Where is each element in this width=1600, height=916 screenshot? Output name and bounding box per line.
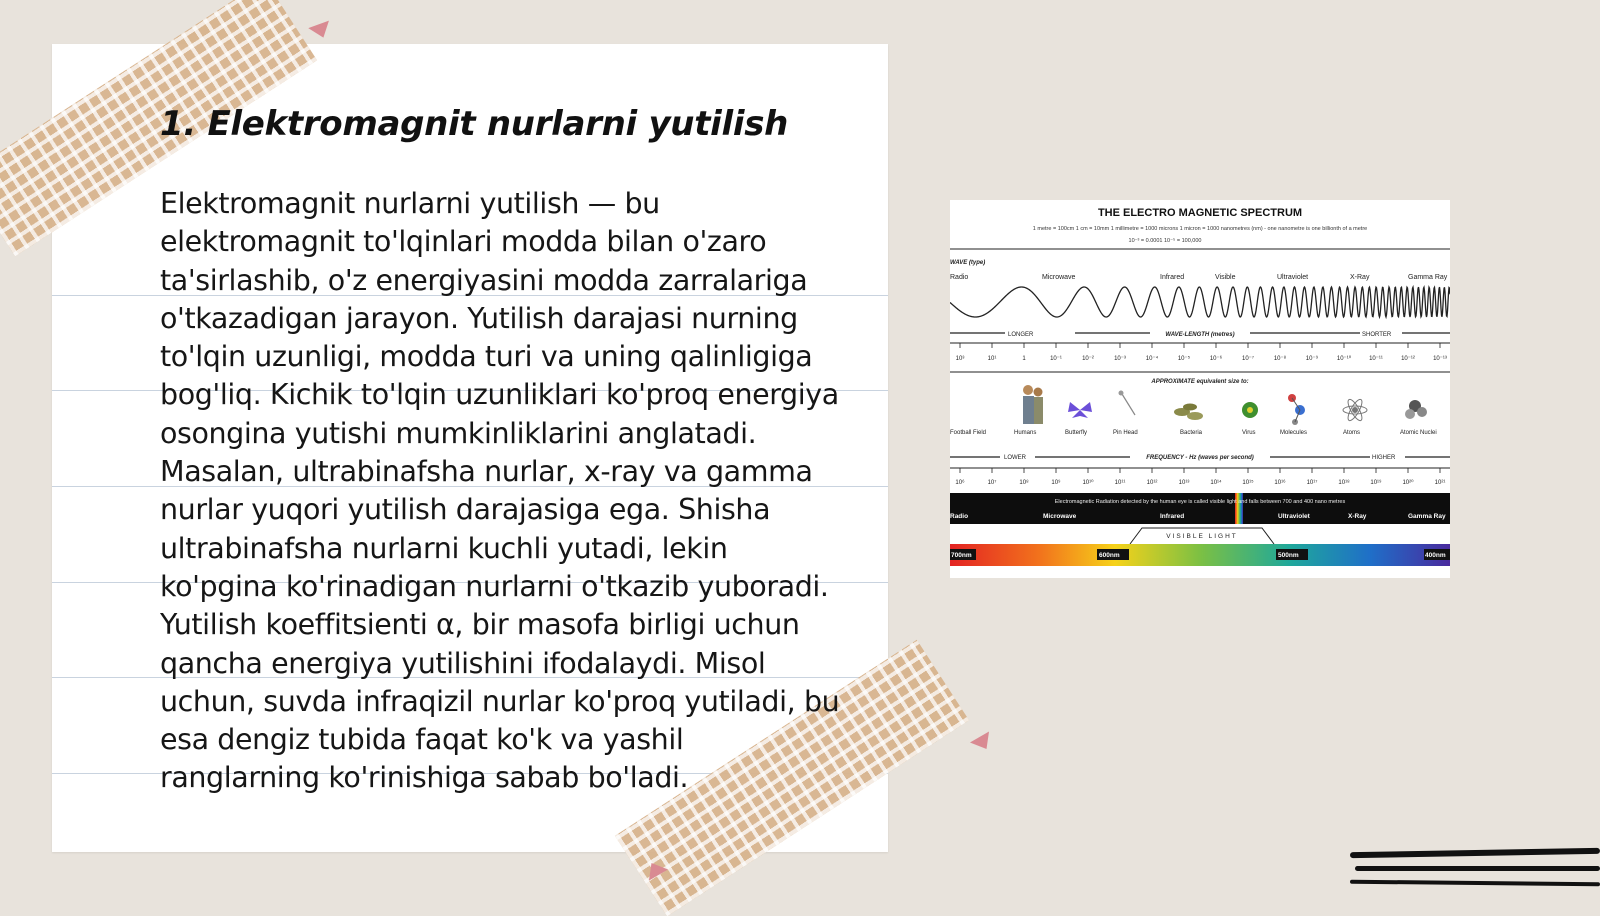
size-virus: Virus xyxy=(1242,430,1256,436)
wavelength-label: WAVE-LENGTH (metres) xyxy=(1165,332,1235,338)
nm-400: 400nm xyxy=(1425,552,1446,559)
wavelength-tick-label: 10¹ xyxy=(987,356,997,362)
size-humans: Humans xyxy=(1014,430,1037,436)
size-football-field: Football Field xyxy=(950,430,987,436)
wavelength-tick-label: 10⁻¹¹ xyxy=(1369,356,1383,362)
wavelength-tick-label: 10³ xyxy=(955,356,965,362)
freq-higher: HIGHER xyxy=(1372,455,1396,461)
size-pin-head: Pin Head xyxy=(1113,430,1138,436)
visible-light-label: VISIBLE LIGHT xyxy=(1166,533,1238,540)
size-butterfly: Butterfly xyxy=(1065,430,1088,436)
brush-stroke xyxy=(1355,866,1600,871)
brush-stroke xyxy=(1350,880,1600,887)
wavelength-tick-label: 10⁻¹² xyxy=(1401,356,1415,362)
wavelength-shorter: SHORTER xyxy=(1362,332,1392,338)
frequency-tick-label: 10¹⁸ xyxy=(1338,480,1350,486)
wavelength-tick-label: 10⁻⁶ xyxy=(1209,356,1223,362)
slide-body-text: Elektromagnit nurlarni yutilish — bu elektromagnit to'lqinlari modda bilan o'zaro ta'sirlashib, o'z energiyasini modda zarralariga o'tkazadigan jarayon. Yutilish darajasi nurning to'lqin uzunligi, modda turi va uning qalinligiga bog'liq. Kichik to'lqin uzunliklari ko'proq energiya osongina yutishi mumkinliklarini anglatadi. Masalan, ultrabinafsha nurlar, x-ray va gamma nurlar yuqori yutilish darajasiga ega. Shisha ultrabinafsha nurlarni kuchli yutadi, lekin ko'pgina ko'rinadigan nurlarni o'tkazib yuboradi. Yutilish koeffitsienti α, bir masofa birligi uchun qancha energiya yutilishini ifodalaydi. Misol uchun, suvda infraqizil nurlar ko'proq yutiladi, bu esa dengiz tubida faqat ko'k va yashil ranglarning ko'rinishiga sabab bo'ladi. xyxy=(160,187,840,795)
humans-icon xyxy=(1023,385,1033,395)
spectrum-title: THE ELECTRO MAGNETIC SPECTRUM xyxy=(1097,207,1303,219)
frequency-tick-label: 10²⁰ xyxy=(1402,480,1414,486)
freq-lower: LOWER xyxy=(1004,455,1027,461)
wave-type-ultraviolet: Ultraviolet xyxy=(1277,274,1309,281)
wavelength-tick-label: 10⁻¹⁰ xyxy=(1336,356,1352,362)
wave-type-xray: X-Ray xyxy=(1350,274,1370,281)
wavelength-tick-label: 10⁻⁷ xyxy=(1241,356,1255,362)
frequency-tick-label: 10¹⁵ xyxy=(1242,480,1254,486)
size-bacteria: Bacteria xyxy=(1180,430,1203,436)
wavelength-tick-label: 10⁻⁵ xyxy=(1177,356,1191,362)
wave-type-infrared: Infrared xyxy=(1160,274,1185,281)
slide-title: 1. Elektromagnit nurlarni yutilish xyxy=(160,104,789,144)
nm-500: 500nm xyxy=(1278,552,1299,559)
wave-type-gamma: Gamma Ray xyxy=(1408,274,1448,281)
frequency-tick-label: 10⁶ xyxy=(955,480,965,486)
wavelength-tick-label: 10⁻¹³ xyxy=(1433,356,1447,362)
frequency-tick-label: 10¹⁷ xyxy=(1306,480,1318,486)
visible-light-note: Electromagnetic Radiation detected by the human eye is called visible light and falls between 700 and 400 nano metres xyxy=(1054,499,1346,505)
band-infrared: Infrared xyxy=(1160,513,1185,520)
size-label: APPROXIMATE equivalent size to: xyxy=(1151,379,1249,385)
wavelength-tick-label: 1 xyxy=(1022,356,1026,362)
wavelength-tick-label: 10⁻⁹ xyxy=(1305,356,1319,362)
visible-spectrum-bar xyxy=(950,544,1450,566)
spectrum-units-line1: 1 metre = 100cm 1 cm = 10mm 1 millimetre = 1000 microns 1 micron = 1000 nanometres (nm) - one nanometre is one billionth of a metre xyxy=(1032,226,1368,232)
wavelength-longer: LONGER xyxy=(1008,332,1034,338)
band-gamma: Gamma Ray xyxy=(1408,513,1446,520)
frequency-tick-label: 10¹⁹ xyxy=(1370,480,1382,486)
em-spectrum-figure xyxy=(950,200,1450,578)
wavelength-tick-label: 10⁻³ xyxy=(1114,356,1126,362)
wave-type-label: WAVE (type) xyxy=(950,260,986,266)
band-radio: Radio xyxy=(950,513,969,520)
wavelength-tick-label: 10⁻⁸ xyxy=(1273,356,1287,362)
frequency-tick-label: 10¹⁶ xyxy=(1274,480,1286,486)
band-xray: X-Ray xyxy=(1348,513,1367,520)
nm-600: 600nm xyxy=(1099,552,1120,559)
brush-stroke xyxy=(1350,848,1600,858)
size-molecules: Molecules xyxy=(1280,430,1308,436)
wavelength-tick-label: 10⁻² xyxy=(1082,356,1094,362)
frequency-tick-label: 10¹² xyxy=(1146,480,1158,486)
frequency-tick-label: 10¹³ xyxy=(1178,480,1190,486)
nm-700: 700nm xyxy=(951,552,972,559)
pin-icon xyxy=(970,731,996,754)
size-atoms: Atoms xyxy=(1343,430,1361,436)
frequency-tick-label: 10¹⁴ xyxy=(1210,480,1222,486)
band-ultraviolet: Ultraviolet xyxy=(1278,513,1310,520)
frequency-tick-label: 10¹¹ xyxy=(1114,480,1126,486)
frequency-tick-label: 10⁸ xyxy=(1019,480,1029,486)
wave-type-radio: Radio xyxy=(950,274,969,281)
frequency-tick-label: 10⁷ xyxy=(987,480,997,486)
frequency-tick-label: 10²¹ xyxy=(1434,480,1446,486)
frequency-tick-label: 10⁹ xyxy=(1051,480,1061,486)
wave-type-visible: Visible xyxy=(1215,274,1236,281)
freq-label: FREQUENCY - Hz (waves per second) xyxy=(1146,455,1254,461)
frequency-tick-label: 10¹⁰ xyxy=(1082,480,1094,486)
pin-icon xyxy=(308,21,333,42)
wavelength-tick-label: 10⁻¹ xyxy=(1050,356,1062,362)
wave-type-microwave: Microwave xyxy=(1042,274,1076,281)
wavelength-tick-label: 10⁻⁴ xyxy=(1145,356,1159,362)
size-atomic-nuclei: Atomic Nuclei xyxy=(1400,430,1437,436)
spectrum-units-line2: 10⁻³ = 0.0001 10⁻⁵ = 100,000 xyxy=(1128,238,1202,244)
band-microwave: Microwave xyxy=(1043,513,1077,520)
